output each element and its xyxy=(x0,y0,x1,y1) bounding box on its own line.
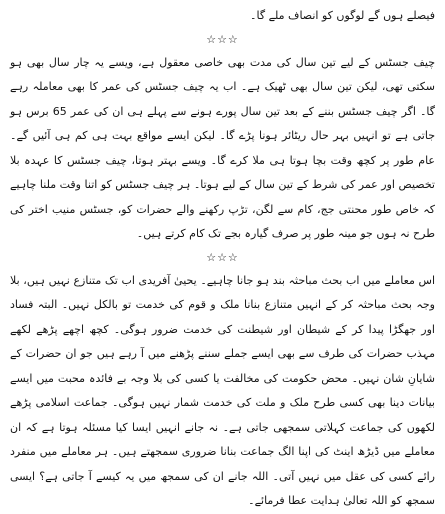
section-separator: ☆☆☆ xyxy=(206,32,239,46)
opening-line: فیصلے ہوں گے لوگوں کو انصاف ملے گا۔ xyxy=(250,9,435,22)
section-separator: ☆☆☆ xyxy=(206,250,239,264)
paragraph: چیف جسٹس کے لیے تین سال کی مدت بھی خاصی معقول ہے، ویسے یہ چار سال بھی ہو سکتی تھی، لیکن تین سال بھی ٹھیک ہے۔ اب یہ چیف جسٹس کی عمر کا بھی معاملہ رہے گا۔ اگر چیف جسٹس بننے کے بعد تین سال پورے ہونے سے پہلے ہی ان کی عمر 65 برس ہو جاتی ہے تو انہیں بہر حال ریٹائر ہونا پڑے گا۔ لیکن ایسے مواقع بہت ہی کم ہی آئیں گے۔ عام طور پر کچھ وقت بچا ہوتا ہی ملا کرے گا۔ ویسے بہتر ہوتا، چیف جسٹس کا عہدہ بلا تخصیص اور عمر کی شرط کے تین سال کے لیے ہوتا۔ ہر چیف جسٹس کو اتنا وقت ملنا چاہیے کہ خاص طور محنتی جج، کام سے لگن، تڑپ رکھنے والے حضرات کو، جسٹس منیب اختر کی طرح نہ ہوں جو مینہ طور پر صرف گیارہ بجے تک کام کرتے ہیں۔ xyxy=(10,55,436,240)
paragraph: اس معاملے میں اب بحث مباحثہ بند ہو جانا چاہیے۔ یحییٰ آفریدی اب تک متنازع نہیں ہیں، بلا وجہ بحث مباحثہ کر کے انہیں متنازع بنانا ملک و قوم کی خدمت تو بالکل نہیں۔ البتہ فساد اور جھگڑا پیدا کر کے شیطان اور شیطنت کی خدمت ضرور ہوگی۔ کچھ اچھے پڑھے لکھے مہذب حضرات کی طرف سے بھی ایسے جملے سننے پڑھنے میں آ رہے ہیں جو ان حضرات کے شایانِ شان نہیں۔ محض حکومت کی مخالفت یا کسی کی بلا وجہ بے فائدہ محبت میں ایسے بیانات دینا بھی کسی طرح ملک و ملت کی خدمت شمار نہیں ہوگی۔ جماعت اسلامی پڑھے لکھوں کی جماعت کہلاتی سمجھی جاتی ہے۔ نہ جانے انہیں ایسا کیا مسئلہ ہوتا ہے کہ ان معاملے میں ڈیڑھ اینٹ کی اپنا الگ جماعت بنانا ضروری سمجھتے ہیں۔ ہر معاملے میں منفرد رائے کسی کی عقل میں نہیں آتی۔ اللہ جانے ان کی سمجھ میں یہ کیسے آ جاتی ہے؟ ایسی سمجھ کو اللہ تعالیٰ ہدایت عطا فرمائے۔ xyxy=(10,273,435,507)
